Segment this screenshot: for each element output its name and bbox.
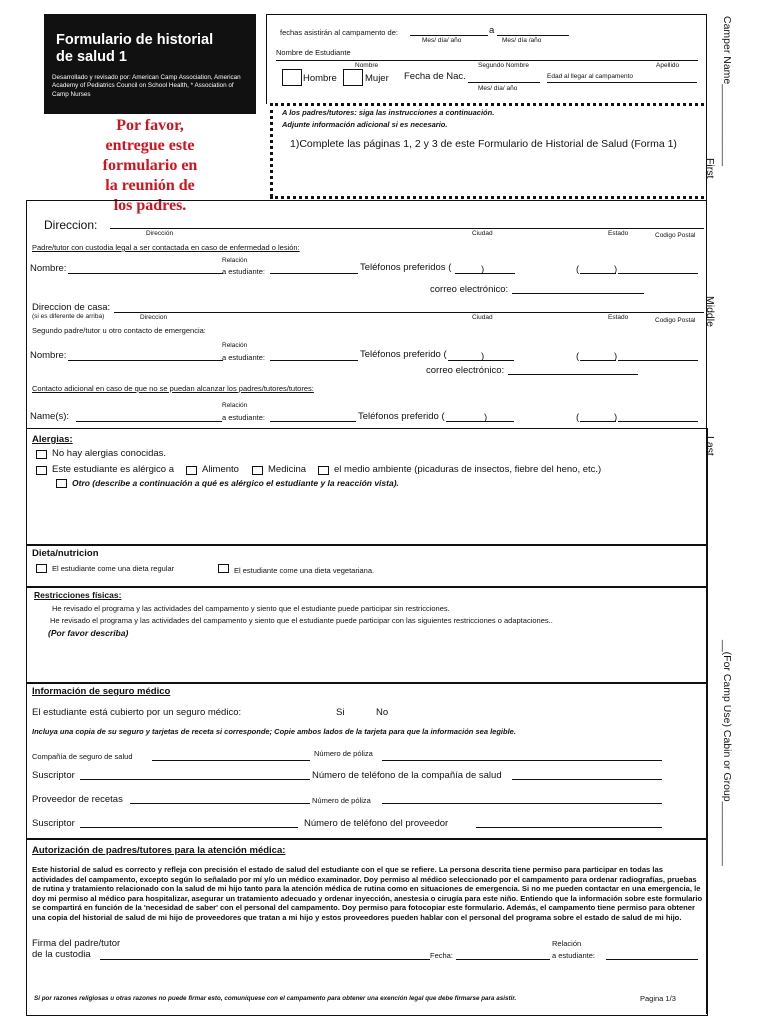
rx-provider-field[interactable] bbox=[130, 803, 310, 804]
signature-label: Firma del padre/tutor bbox=[32, 938, 121, 949]
state-sub: Estado bbox=[608, 314, 629, 321]
page-number: Pagina 1/3 bbox=[640, 994, 676, 1003]
signature-field[interactable] bbox=[100, 959, 430, 960]
address-sub: Dirección bbox=[146, 230, 174, 237]
last-name-sublabel: Apellido bbox=[656, 62, 680, 69]
return-note-line: los padres. bbox=[113, 197, 187, 214]
provider-phone-field[interactable] bbox=[476, 827, 662, 828]
dates-separator: a bbox=[489, 25, 495, 36]
relationship-label: a estudiante: bbox=[552, 951, 595, 960]
guardian2-heading: Segundo padre/tutor u otro contacto de emergencia: bbox=[32, 326, 206, 335]
form-title-line2: de salud 1 bbox=[56, 49, 127, 65]
start-date-field[interactable] bbox=[410, 35, 488, 36]
zip-sub: Codigo Postal bbox=[655, 232, 696, 239]
credits-text: Desarrollado y revisado por: American Camp Association, American Academy of Pediatrics Council on School Health, * Association of Camp Nurses bbox=[52, 74, 241, 98]
guardian1-heading: Padre/tutor con custodia legal a ser contactada en caso de enfermedad o lesión: bbox=[32, 243, 300, 252]
insurance-copy-note: Incluya una copia de su seguro y tarjetas de receta si corresponde; Copie ambos lados de la tarjeta para que la información sea legible. bbox=[32, 727, 516, 736]
guardian2-name-field[interactable] bbox=[68, 360, 223, 361]
date-format: Mes/ día/ año bbox=[422, 37, 462, 44]
signature-relationship-field[interactable] bbox=[606, 959, 698, 960]
insurance-heading: Información de seguro médico bbox=[32, 686, 171, 697]
relationship-label: Relación bbox=[552, 939, 582, 948]
guardian2-email-label: correo electrónico: bbox=[426, 365, 505, 376]
relationship-label: Relación bbox=[222, 342, 248, 349]
additional-names-label: Name(s): bbox=[30, 411, 70, 422]
additional-phone2-field[interactable] bbox=[618, 421, 698, 422]
other-allergy-label: Otro (describe a continuación a qué es alérgico el estudiante y la reacción vista). bbox=[72, 478, 399, 488]
additional-phone2-area[interactable] bbox=[580, 421, 616, 422]
food-checkbox[interactable] bbox=[186, 466, 197, 475]
medicine-label: Medicina bbox=[268, 464, 307, 475]
paren: ( bbox=[576, 412, 580, 423]
return-note-line: la reunión de bbox=[105, 177, 195, 194]
food-label: Alimento bbox=[202, 464, 239, 475]
address-label: Direccion: bbox=[44, 218, 98, 232]
restrictions-describe-label: (Por favor describa) bbox=[48, 628, 129, 638]
subscriber-label: Suscriptor bbox=[32, 770, 75, 781]
other-allergy-checkbox[interactable] bbox=[56, 479, 67, 488]
with-restrictions-option[interactable]: He revisado el programa y las actividades del campamento y siento que el estudiante puede participar con las siguientes restricciones o adaptaciones.. bbox=[50, 616, 553, 625]
relationship-label: a estudiante: bbox=[222, 353, 265, 362]
guardian1-phone2-field[interactable] bbox=[618, 273, 698, 274]
paren: ) bbox=[614, 264, 618, 275]
last-side: Last bbox=[704, 436, 716, 456]
insurance-covered-label: El estudiante está cubierto por un seguro médico: bbox=[32, 707, 242, 718]
instructions-line3: 1)Complete las páginas 1, 2 y 3 de este Formulario de Historial de Salud (Forma 1) bbox=[290, 138, 677, 150]
guardian1-phones-label: Teléfonos preferidos ( bbox=[360, 262, 452, 273]
return-note bbox=[44, 116, 256, 216]
address-field[interactable] bbox=[110, 228, 704, 229]
additional-contact-heading: Contacto adicional en caso de que no se puedan alcanzar los padres/tutores/tutores: bbox=[32, 384, 314, 393]
policy-number-label: Número de póliza bbox=[314, 749, 373, 758]
instructions-line2: Adjunte información adicional si es necesario. bbox=[282, 120, 448, 129]
subscriber-field[interactable] bbox=[80, 779, 310, 780]
instructions-border bbox=[270, 103, 273, 197]
no-allergies-checkbox[interactable] bbox=[36, 450, 47, 459]
additional-phone1-field[interactable] bbox=[446, 421, 514, 422]
medicine-checkbox[interactable] bbox=[252, 466, 263, 475]
camp-use-side: __(For Camp Use) Cabin or Group___________ bbox=[721, 640, 733, 866]
vegetarian-diet-label: El estudiante come una dieta vegetariana. bbox=[234, 566, 375, 575]
return-note-line: entregue este bbox=[105, 137, 195, 154]
subscriber2-label: Suscriptor bbox=[32, 818, 75, 829]
regular-diet-checkbox[interactable] bbox=[36, 564, 47, 573]
guardian2-relationship-field[interactable] bbox=[270, 360, 358, 361]
guardian2-phone2-area[interactable] bbox=[580, 360, 616, 361]
home-address-field[interactable] bbox=[114, 312, 704, 313]
company-phone-label: Número de teléfono de la compañía de salud bbox=[312, 770, 502, 781]
allergies-heading: Alergias: bbox=[32, 434, 73, 445]
paren: ) bbox=[481, 351, 485, 362]
dob-format: Mes/ día/ año bbox=[478, 85, 518, 92]
form-title-line1: Formulario de historial bbox=[56, 32, 214, 48]
date-format: Mes/ día /año bbox=[502, 37, 542, 44]
state-sub: Estado bbox=[608, 230, 629, 237]
additional-phones-label: Teléfonos preferido ( bbox=[358, 411, 445, 422]
authorization-text: Este historial de salud es correcto y refleja con precisión el estado de salud del estudiante con el que se refiere. La persona descrita tiene permiso para participar en todas las actividades del campamento, excepto según lo señalado por mí y/o un médico examinador. Doy permiso al médico seleccionado por el campamento para ordenar radiografías, pruebas de rutina y tratamiento relacionado con la salud de mi hijo tanto para la atención médica de rutina como en situaciones de emergencia. Si no me pueden contactar en una emergencia, le doy mi permiso al médico para hospitalizar, asegurar un tratamiento adecuado y ordenar inyección, anestesia o cirugía para este niño. Entiendo que la información sobre este formulario se compartirá en función de la 'necesidad de saber' con el personal del campamento. Doy permiso para fotocopiar este formulario. Además, el campamento tiene permiso para obtener una copia del historial de salud de mi hijo de proveedores que tratan a mi hijo y estos proveedores pueden hablar con el personal del programa sobre el estado de salud de mi hijo. bbox=[32, 865, 703, 922]
rx-policy-field[interactable] bbox=[382, 803, 662, 804]
diet-heading: Dieta/nutricion bbox=[32, 548, 99, 559]
end-date-field[interactable] bbox=[497, 35, 569, 36]
zip-sub: Codigo Postal bbox=[655, 317, 696, 324]
student-name-field[interactable] bbox=[276, 60, 698, 61]
relationship-label: a estudiante: bbox=[222, 267, 265, 276]
additional-relationship-field[interactable] bbox=[270, 421, 356, 422]
guardian1-relationship-field[interactable] bbox=[270, 273, 358, 274]
insurance-yes-option[interactable]: Si bbox=[336, 707, 345, 718]
insurance-company-label: Compañía de seguro de salud bbox=[32, 752, 133, 761]
paren: ) bbox=[614, 412, 618, 423]
first-name-sublabel: Nombre bbox=[355, 62, 379, 69]
authorization-heading: Autorización de padres/tutores para la atención médica: bbox=[32, 845, 286, 856]
guardian1-phone2-area[interactable] bbox=[580, 273, 616, 274]
address-sub: Direccion bbox=[140, 314, 168, 321]
no-restrictions-option[interactable]: He revisado el programa y las actividades del campamento y siento que el estudiante puede participar sin restricciones. bbox=[52, 604, 450, 613]
environment-label: el medio ambiente (picaduras de insectos, fiebre del heno, etc.) bbox=[334, 464, 602, 475]
is-allergic-checkbox[interactable] bbox=[36, 466, 47, 475]
insurance-section bbox=[26, 682, 708, 840]
guardian2-phones-label: Teléfonos preferido ( bbox=[360, 349, 447, 360]
instructions-border bbox=[270, 196, 704, 199]
relationship-label: Relación bbox=[222, 257, 248, 264]
additional-names-field[interactable] bbox=[76, 421, 222, 422]
subscriber2-field[interactable] bbox=[80, 827, 298, 828]
dates-label: fechas asistirán al campamento de: bbox=[280, 28, 398, 37]
regular-diet-label: El estudiante come una dieta regular bbox=[52, 564, 175, 573]
signature-date-field[interactable] bbox=[456, 959, 550, 960]
instructions-line1: A los padres/tutores: siga las instrucciones a continuación. bbox=[282, 108, 495, 117]
guardian2-phone2-field[interactable] bbox=[618, 360, 698, 361]
no-allergies-label: No hay alergias conocidas. bbox=[52, 448, 167, 459]
male-checkbox[interactable] bbox=[282, 69, 302, 86]
first-side: First bbox=[704, 158, 716, 179]
guardian1-name-label: Nombre: bbox=[30, 263, 67, 274]
form-title bbox=[56, 32, 213, 66]
date-label: Fecha: bbox=[430, 951, 453, 960]
top-frame-line bbox=[266, 14, 706, 15]
female-checkbox[interactable] bbox=[343, 69, 363, 86]
student-name-label: Nombre de Estudiante bbox=[276, 48, 351, 57]
title-box bbox=[44, 14, 256, 114]
guardian2-email-field[interactable] bbox=[508, 374, 638, 375]
signature-label: de la custodia bbox=[32, 949, 91, 960]
male-label: Hombre bbox=[303, 73, 337, 84]
section-border bbox=[26, 200, 706, 201]
provider-phone-label: Número de teléfono del proveedor bbox=[304, 818, 449, 829]
paren: ( bbox=[576, 264, 580, 275]
home-address-label: Direccion de casa: bbox=[32, 302, 111, 313]
guardian1-name-field[interactable] bbox=[68, 273, 223, 274]
city-sub: Ciudad bbox=[472, 314, 493, 321]
guardian2-name-label: Nombre: bbox=[30, 350, 67, 361]
paren: ( bbox=[576, 351, 580, 362]
section-border bbox=[26, 200, 27, 428]
dob-field[interactable] bbox=[468, 82, 540, 83]
rx-policy-label: Número de póliza bbox=[312, 796, 371, 805]
environment-checkbox[interactable] bbox=[318, 466, 329, 475]
home-address-note: (si es diferente de arriba) bbox=[32, 313, 105, 320]
guardian1-email-field[interactable] bbox=[512, 293, 644, 294]
return-note-line: formulario en bbox=[102, 157, 198, 174]
religious-note: Si por razones religiosas u otras razones no puede firmar esto, comuníquese con el campamento para obtener una exención legal que debe firmarse para asistir. bbox=[34, 995, 517, 1002]
restrictions-heading: Restricciones físicas: bbox=[34, 590, 122, 600]
rx-provider-label: Proveedor de recetas bbox=[32, 794, 123, 805]
insurance-no-option[interactable]: No bbox=[376, 707, 389, 718]
policy-number-field[interactable] bbox=[382, 760, 662, 761]
city-sub: Ciudad bbox=[472, 230, 493, 237]
instructions-border bbox=[270, 103, 704, 106]
guardian1-phone1-field[interactable] bbox=[455, 273, 515, 274]
middle-name-sublabel: Segundo Nombre bbox=[478, 62, 529, 69]
header-divider bbox=[266, 14, 267, 104]
paren: ) bbox=[614, 351, 618, 362]
age-label: Edad al llegar al campamento bbox=[547, 73, 633, 80]
relationship-label: Relación bbox=[222, 402, 248, 409]
company-phone-field[interactable] bbox=[512, 779, 662, 780]
is-allergic-label: Este estudiante es alérgico a bbox=[52, 464, 174, 475]
return-note-line: Por favor, bbox=[116, 117, 184, 134]
guardian1-email-label: correo electrónico: bbox=[430, 284, 509, 295]
camper-name-side: Camper Name______________ bbox=[721, 16, 733, 167]
insurance-company-field[interactable] bbox=[152, 760, 310, 761]
female-label: Mujer bbox=[365, 73, 389, 84]
dob-label: Fecha de Nac. bbox=[404, 71, 466, 82]
paren: ) bbox=[484, 412, 488, 423]
paren: ) bbox=[481, 264, 485, 275]
vegetarian-diet-checkbox[interactable] bbox=[218, 564, 229, 573]
middle-side: Middle bbox=[704, 296, 716, 327]
relationship-label: a estudiante: bbox=[222, 413, 265, 422]
age-field[interactable] bbox=[547, 82, 697, 83]
